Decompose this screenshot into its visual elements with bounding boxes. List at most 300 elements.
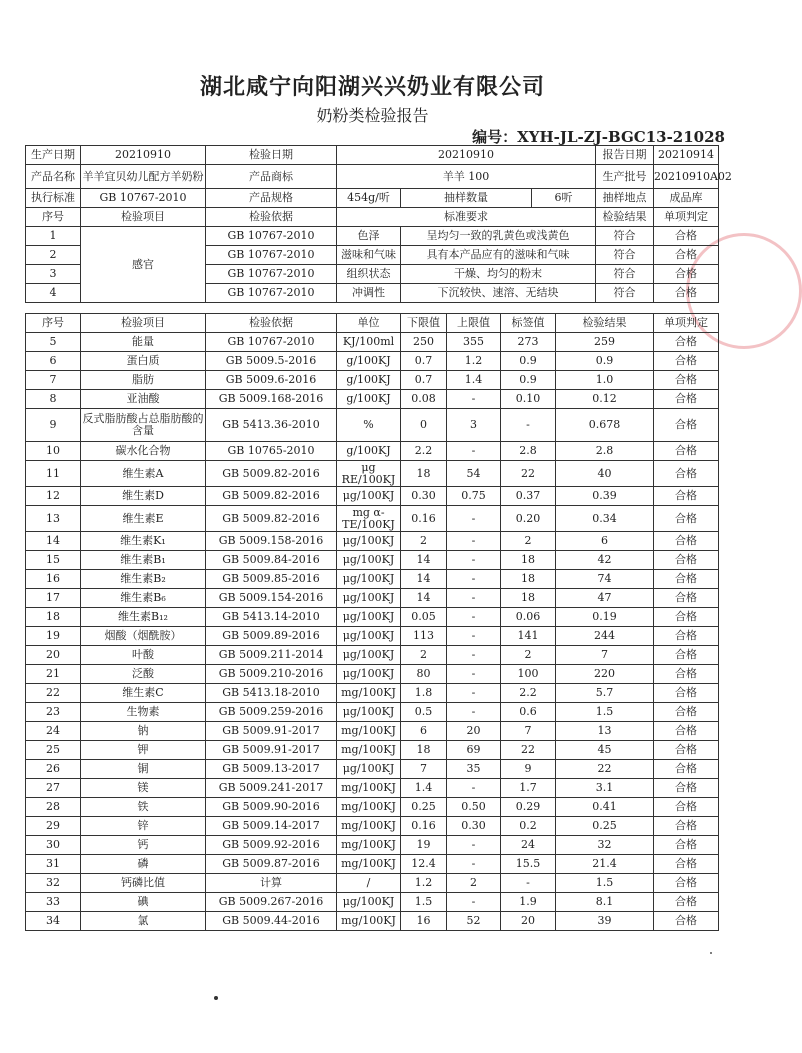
item-name: 维生素K₁ [81,532,206,551]
basis: GB 5009.211-2014 [206,646,337,665]
label-value: 0.9 [501,352,556,371]
sensory-group-label: 感官 [81,227,206,303]
upper-limit: - [447,703,501,722]
item-name: 脂肪 [81,371,206,390]
nutrient-table-body [26,314,719,931]
unit: mg/100KJ [337,722,401,741]
judgement: 合格 [654,608,719,627]
label-value: 18 [501,551,556,570]
result: 0.25 [556,817,654,836]
table-row [26,333,719,352]
label-value: 273 [501,333,556,352]
report-title: 奶粉类检验报告 [316,106,429,125]
label-value: 0.06 [501,608,556,627]
basis: GB 5009.267-2016 [206,893,337,912]
label-report-date: 报告日期 [596,146,654,165]
value-spec: 454g/听 [337,189,401,208]
judgement: 合格 [654,874,719,893]
value-trademark: 羊羊 100 [337,165,596,189]
attribute: 色泽 [337,227,401,246]
lower-limit: 0.30 [401,487,447,506]
unit: μg/100KJ [337,893,401,912]
judgement: 合格 [654,352,719,371]
upper-limit: 54 [447,461,501,487]
row-number: 5 [26,333,81,352]
row-number: 25 [26,741,81,760]
item-name: 维生素E [81,506,206,532]
result: 0.678 [556,409,654,442]
upper-limit: - [447,570,501,589]
requirement: 下沉较快、速溶、无结块 [401,284,596,303]
row-number: 19 [26,627,81,646]
result: 0.9 [556,352,654,371]
row-number: 15 [26,551,81,570]
basis: GB 5009.14-2017 [206,817,337,836]
result: 259 [556,333,654,352]
row-number: 28 [26,798,81,817]
lower-limit: 6 [401,722,447,741]
lower-limit: 16 [401,912,447,931]
table-row [26,608,719,627]
upper-limit: - [447,442,501,461]
upper-limit: 20 [447,722,501,741]
value-product-name: 羊羊宜贝幼儿配方羊奶粉 [81,165,206,189]
result: 0.19 [556,608,654,627]
row-number: 9 [26,409,81,442]
unit: μg RE/100KJ [337,461,401,487]
basis: GB 5009.91-2017 [206,741,337,760]
item-name: 铜 [81,760,206,779]
table-row [26,817,719,836]
lower-limit: 12.4 [401,855,447,874]
unit: μg/100KJ [337,487,401,506]
col-header: 检验依据 [206,208,337,227]
lower-limit: 0 [401,409,447,442]
judgement: 合格 [654,570,719,589]
unit: g/100KJ [337,390,401,409]
table-row [26,627,719,646]
value-sample-location: 成品库 [654,189,719,208]
row-number: 22 [26,684,81,703]
col-header: 检验结果 [596,208,654,227]
basis: GB 5413.18-2010 [206,684,337,703]
item-name: 维生素B₆ [81,589,206,608]
lower-limit: 0.16 [401,506,447,532]
table-row [26,551,719,570]
judgement: 合格 [654,912,719,931]
label-sample-qty: 抽样数量 [401,189,532,208]
lower-limit: 0.5 [401,703,447,722]
upper-limit: 355 [447,333,501,352]
judgement: 合格 [654,798,719,817]
basis: GB 10767-2010 [206,265,337,284]
label-value: 0.9 [501,371,556,390]
attribute: 冲调性 [337,284,401,303]
upper-limit: - [447,390,501,409]
lower-limit: 250 [401,333,447,352]
upper-limit: - [447,608,501,627]
label-batch-number: 生产批号 [596,165,654,189]
lower-limit: 0.16 [401,817,447,836]
document-number: 编号：XYH-JL-ZJ-BGC13-21028 [472,128,725,146]
item-name: 烟酸（烟酰胺） [81,627,206,646]
table-row [26,855,719,874]
unit: μg/100KJ [337,532,401,551]
judgement: 合格 [654,390,719,409]
result: 13 [556,722,654,741]
scan-speck [214,996,218,1000]
label-product-name: 产品名称 [26,165,81,189]
table-row [26,874,719,893]
item-name: 维生素B₂ [81,570,206,589]
judgement: 合格 [654,703,719,722]
basis: GB 5009.85-2016 [206,570,337,589]
label-value: - [501,874,556,893]
table-row [26,409,719,442]
basis: GB 5009.89-2016 [206,627,337,646]
label-inspection-date: 检验日期 [206,146,337,165]
label-value: 0.10 [501,390,556,409]
row-number: 33 [26,893,81,912]
basis: GB 5413.36-2010 [206,409,337,442]
nutrient-header-row [26,314,719,333]
upper-limit: 0.50 [447,798,501,817]
unit: μg/100KJ [337,760,401,779]
judgement: 合格 [654,246,719,265]
table-row [26,461,719,487]
label-value: 18 [501,589,556,608]
judgement: 合格 [654,532,719,551]
unit: mg/100KJ [337,912,401,931]
row-number: 4 [26,284,81,303]
lower-limit: 80 [401,665,447,684]
label-value: 0.2 [501,817,556,836]
table-row [26,487,719,506]
basis: GB 5009.90-2016 [206,798,337,817]
basis: GB 5009.241-2017 [206,779,337,798]
row-number: 10 [26,442,81,461]
table-row [26,665,719,684]
judgement: 合格 [654,722,719,741]
value-inspection-date: 20210910 [337,146,596,165]
upper-limit: - [447,893,501,912]
label-value: 0.6 [501,703,556,722]
table-row [26,589,719,608]
basis: GB 10767-2010 [206,333,337,352]
row-number: 7 [26,371,81,390]
upper-limit: - [447,506,501,532]
lower-limit: 7 [401,760,447,779]
item-name: 泛酸 [81,665,206,684]
table-row [26,646,719,665]
result: 0.39 [556,487,654,506]
table-row [26,442,719,461]
label-value: 20 [501,912,556,931]
requirement: 呈均匀一致的乳黄色或浅黄色 [401,227,596,246]
row-number: 30 [26,836,81,855]
judgement: 合格 [654,589,719,608]
lower-limit: 113 [401,627,447,646]
row-number: 2 [26,246,81,265]
label-sample-location: 抽样地点 [596,189,654,208]
result: 42 [556,551,654,570]
judgement: 合格 [654,760,719,779]
value-sample-qty: 6听 [532,189,596,208]
row-number: 3 [26,265,81,284]
result: 6 [556,532,654,551]
basis: GB 5009.158-2016 [206,532,337,551]
label-value: 22 [501,461,556,487]
basis: GB 5009.92-2016 [206,836,337,855]
judgement: 合格 [654,684,719,703]
judgement: 合格 [654,741,719,760]
label-value: 24 [501,836,556,855]
lower-limit: 18 [401,741,447,760]
table-row [26,912,719,931]
item-name: 氯 [81,912,206,931]
result: 符合 [596,265,654,284]
label-value: 100 [501,665,556,684]
item-name: 反式脂肪酸占总脂肪酸的含量 [81,409,206,442]
lower-limit: 1.8 [401,684,447,703]
judgement: 合格 [654,506,719,532]
row-number: 8 [26,390,81,409]
upper-limit: - [447,779,501,798]
result: 74 [556,570,654,589]
col-header-label: 标签值 [501,314,556,333]
row-number: 23 [26,703,81,722]
result: 40 [556,461,654,487]
item-name: 叶酸 [81,646,206,665]
upper-limit: - [447,589,501,608]
requirement: 干燥、均匀的粉末 [401,265,596,284]
row-number: 32 [26,874,81,893]
report-header-table [25,145,732,303]
item-name: 生物素 [81,703,206,722]
attribute: 滋味和气味 [337,246,401,265]
item-name: 维生素C [81,684,206,703]
basis: GB 10767-2010 [206,246,337,265]
table-row [26,779,719,798]
upper-limit: - [447,551,501,570]
row-number: 20 [26,646,81,665]
item-name: 镁 [81,779,206,798]
lower-limit: 14 [401,570,447,589]
item-name: 钠 [81,722,206,741]
table-row [26,352,719,371]
row-number: 29 [26,817,81,836]
lower-limit: 0.05 [401,608,447,627]
label-value: 15.5 [501,855,556,874]
item-name: 钙 [81,836,206,855]
col-header-min: 下限值 [401,314,447,333]
label-value: 2.8 [501,442,556,461]
label-value: 1.7 [501,779,556,798]
item-name: 能量 [81,333,206,352]
label-value: 9 [501,760,556,779]
judgement: 合格 [654,409,719,442]
row-number: 34 [26,912,81,931]
item-name: 维生素B₁ [81,551,206,570]
lower-limit: 0.7 [401,371,447,390]
judgement: 合格 [654,836,719,855]
label-value: 141 [501,627,556,646]
lower-limit: 2 [401,532,447,551]
table-row [26,570,719,589]
label-spec: 产品规格 [206,189,337,208]
judgement: 合格 [654,779,719,798]
table-row [26,684,719,703]
lower-limit: 2 [401,646,447,665]
col-header-result: 检验结果 [556,314,654,333]
result: 0.34 [556,506,654,532]
row-number: 24 [26,722,81,741]
judgement: 合格 [654,627,719,646]
row-number: 17 [26,589,81,608]
table-row [26,227,719,246]
unit: % [337,409,401,442]
item-name: 维生素D [81,487,206,506]
info-row-dates [26,146,719,165]
judgement: 合格 [654,442,719,461]
lower-limit: 19 [401,836,447,855]
upper-limit: - [447,855,501,874]
result: 39 [556,912,654,931]
unit: mg/100KJ [337,684,401,703]
label-trademark: 产品商标 [206,165,337,189]
item-name: 锌 [81,817,206,836]
table-row [26,741,719,760]
table-row [26,371,719,390]
label-value: 0.29 [501,798,556,817]
label-value: 18 [501,570,556,589]
col-header: 标准要求 [337,208,596,227]
label-value: 2 [501,646,556,665]
table-row [26,722,719,741]
lower-limit: 0.08 [401,390,447,409]
col-header: 检验项目 [81,208,206,227]
unit: mg/100KJ [337,798,401,817]
result: 47 [556,589,654,608]
lower-limit: 14 [401,551,447,570]
basis: GB 5009.91-2017 [206,722,337,741]
label-production-date: 生产日期 [26,146,81,165]
result: 5.7 [556,684,654,703]
label-value: 22 [501,741,556,760]
row-number: 27 [26,779,81,798]
result: 21.4 [556,855,654,874]
row-number: 13 [26,506,81,532]
item-name: 维生素B₁₂ [81,608,206,627]
upper-limit: - [447,627,501,646]
judgement: 合格 [654,227,719,246]
judgement: 合格 [654,893,719,912]
item-name: 钙磷比值 [81,874,206,893]
item-name: 磷 [81,855,206,874]
judgement: 合格 [654,817,719,836]
upper-limit: - [447,646,501,665]
value-production-date: 20210910 [81,146,206,165]
unit: μg/100KJ [337,589,401,608]
row-number: 14 [26,532,81,551]
sensory-header-row [26,208,719,227]
attribute: 组织状态 [337,265,401,284]
basis: GB 10765-2010 [206,442,337,461]
col-header-no: 序号 [26,314,81,333]
info-row-product [26,165,719,189]
basis: GB 5009.84-2016 [206,551,337,570]
lower-limit: 0.7 [401,352,447,371]
judgement: 合格 [654,265,719,284]
value-report-date: 20210914 [654,146,719,165]
label-value: 2.2 [501,684,556,703]
basis: GB 5009.154-2016 [206,589,337,608]
result: 220 [556,665,654,684]
nutrient-table [25,313,719,931]
upper-limit: - [447,836,501,855]
label-value: 0.20 [501,506,556,532]
unit: μg/100KJ [337,703,401,722]
basis: GB 5009.13-2017 [206,760,337,779]
item-name: 铁 [81,798,206,817]
unit: μg/100KJ [337,551,401,570]
table-row [26,836,719,855]
row-number: 1 [26,227,81,246]
col-header-item: 检验项目 [81,314,206,333]
basis: GB 5009.168-2016 [206,390,337,409]
judgement: 合格 [654,371,719,390]
basis: GB 5413.14-2010 [206,608,337,627]
judgement: 合格 [654,551,719,570]
row-number: 18 [26,608,81,627]
info-row-standard [26,189,719,208]
result: 1.5 [556,703,654,722]
row-number: 12 [26,487,81,506]
judgement: 合格 [654,646,719,665]
basis: GB 5009.6-2016 [206,371,337,390]
result: 符合 [596,284,654,303]
unit: g/100KJ [337,371,401,390]
upper-limit: 69 [447,741,501,760]
unit: mg α-TE/100KJ [337,506,401,532]
unit: μg/100KJ [337,646,401,665]
basis: GB 5009.210-2016 [206,665,337,684]
unit: KJ/100ml [337,333,401,352]
unit: mg/100KJ [337,817,401,836]
table-row [26,532,719,551]
result: 244 [556,627,654,646]
lower-limit: 2.2 [401,442,447,461]
upper-limit: 2 [447,874,501,893]
row-number: 21 [26,665,81,684]
upper-limit: 52 [447,912,501,931]
basis: GB 5009.82-2016 [206,506,337,532]
basis: GB 5009.82-2016 [206,487,337,506]
label-value: - [501,409,556,442]
row-number: 16 [26,570,81,589]
table-row [26,703,719,722]
upper-limit: 0.30 [447,817,501,836]
unit: / [337,874,401,893]
label-value: 2 [501,532,556,551]
basis: GB 10767-2010 [206,227,337,246]
judgement: 合格 [654,284,719,303]
basis: GB 5009.87-2016 [206,855,337,874]
row-number: 31 [26,855,81,874]
result: 8.1 [556,893,654,912]
result: 1.5 [556,874,654,893]
unit: μg/100KJ [337,665,401,684]
